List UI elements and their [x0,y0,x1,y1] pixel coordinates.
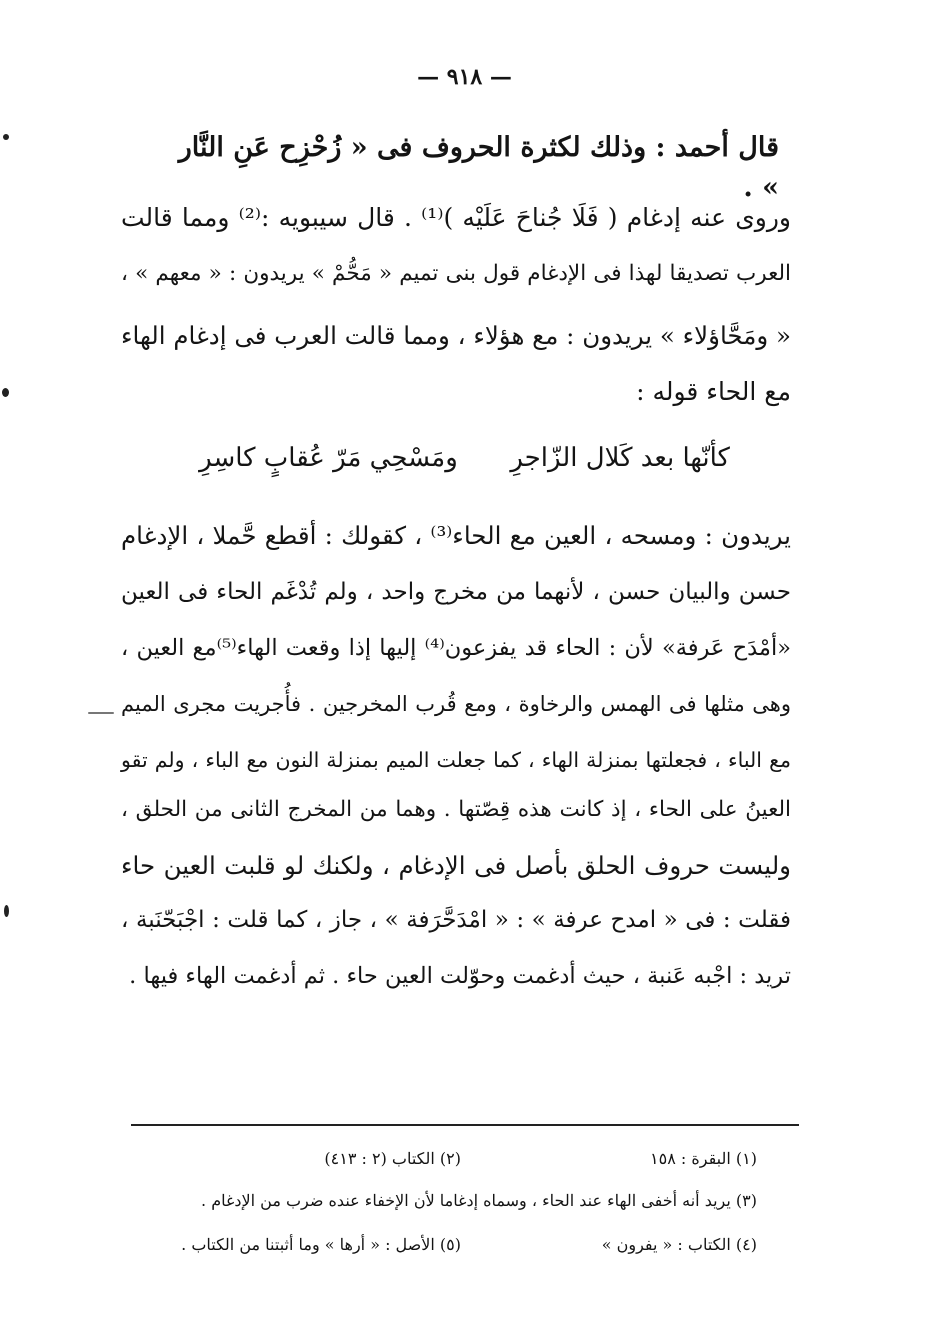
paragraph2-line-9: تريد : اجْبه عَنبة ، حيث أدغمت وحوّلت العين حاء . ثم أدغمت الهاء فيها . [129,963,791,989]
scan-speck [2,388,9,397]
footnote-3: (٣) يريد أنه أخفى الهاء عند الحاء ، وسماه إدغاما لأن الإخفاء عنده ضرب من الإدغام . [201,1191,757,1210]
paragraph2-line-1: يريدون : ومسحه ، العين مع الحاء⁽³⁾ ، كقولك : أقطع حَّملا ، الإدغام [121,521,791,550]
footnote-2: (٢) الكتاب (٢ : ٤١٣) [324,1149,461,1168]
scan-speck [3,134,9,140]
scan-speck [4,905,9,917]
paragraph1-line-4: مع الحاء قوله : [636,377,791,406]
verse-hemistich-left: ومَسْحِي مَرّ عُقابٍ كاسِرِ [199,443,458,473]
footnote-4: (٤) الكتاب : « يفرون » [601,1235,757,1254]
opening-line: قال أحمد : وذلك لكثرة الحروف فى « زُحْزِح عَنِ النَّار » . [178,132,779,203]
paragraph2-line-4: وهى مثلها فى الهمس والرخاوة ، ومع قُرب المخرجين . فأُجريت مجرى الميم [121,692,791,716]
paragraph2-line-7: وليست حروف الحلق بأصل فى الإدغام ، ولكنك لو قلبت العين حاء [121,851,791,880]
scan-speck [88,712,114,714]
paragraph2-line-3: «أمْدَح عَرفة» لأن : الحاء قد يفزعون⁽⁴⁾ إليها إذا وقعت الهاء⁽⁵⁾مع العين ، [121,635,792,661]
footnote-1: (١) البقرة : ١٥٨ [650,1149,757,1168]
page-number: — ٩١٨ — [417,64,512,90]
poetry-verse [0,436,929,480]
paragraph2-line-2: حسن والبيان حسن ، لأنهما من مخرج واحد ، ولم تُدْغَم الحاء فى العين [121,579,791,605]
paragraph2-line-5: مع الباء ، فجعلتها بمنزلة الهاء ، كما جعلت الميم بمنزلة النون مع الباء ، ولم تقو [121,748,791,772]
paragraph1-line-2: العرب تصديقا لهذا فى الإدغام قول بنى تميم « مَحُّمْ » يريدون : « معهم » ، [121,261,791,286]
footnote-5: (٥) الأصل : « أرها » وما أثبتنا من الكتاب . [181,1235,461,1254]
verse-hemistich-right: كأنّها بعد كَلال الزّاجرِ [510,443,730,473]
footnote-divider [131,1124,799,1126]
paragraph2-line-8: فقلت : فى « امدح عرفة » : « امْدَحَّرَفة » ، جاز ، كما قلت : اجْبَحّنَبة ، [121,907,791,933]
paragraph1-line-1: وروى عنه إدغام ( فَلَا جُناحَ عَلَيْه )⁽¹⁾ . قال سيبويه :⁽²⁾ ومما قالت [121,203,791,232]
paragraph2-line-6: العينُ على الحاء ، إذ كانت هذه قِصّتها . وهما من المخرج الثانى من الحلق ، [121,797,791,822]
paragraph1-line-3: « ومَحَّاؤلاء » يريدون : مع هؤلاء ، ومما قالت العرب فى إدغام الهاء [121,321,791,350]
